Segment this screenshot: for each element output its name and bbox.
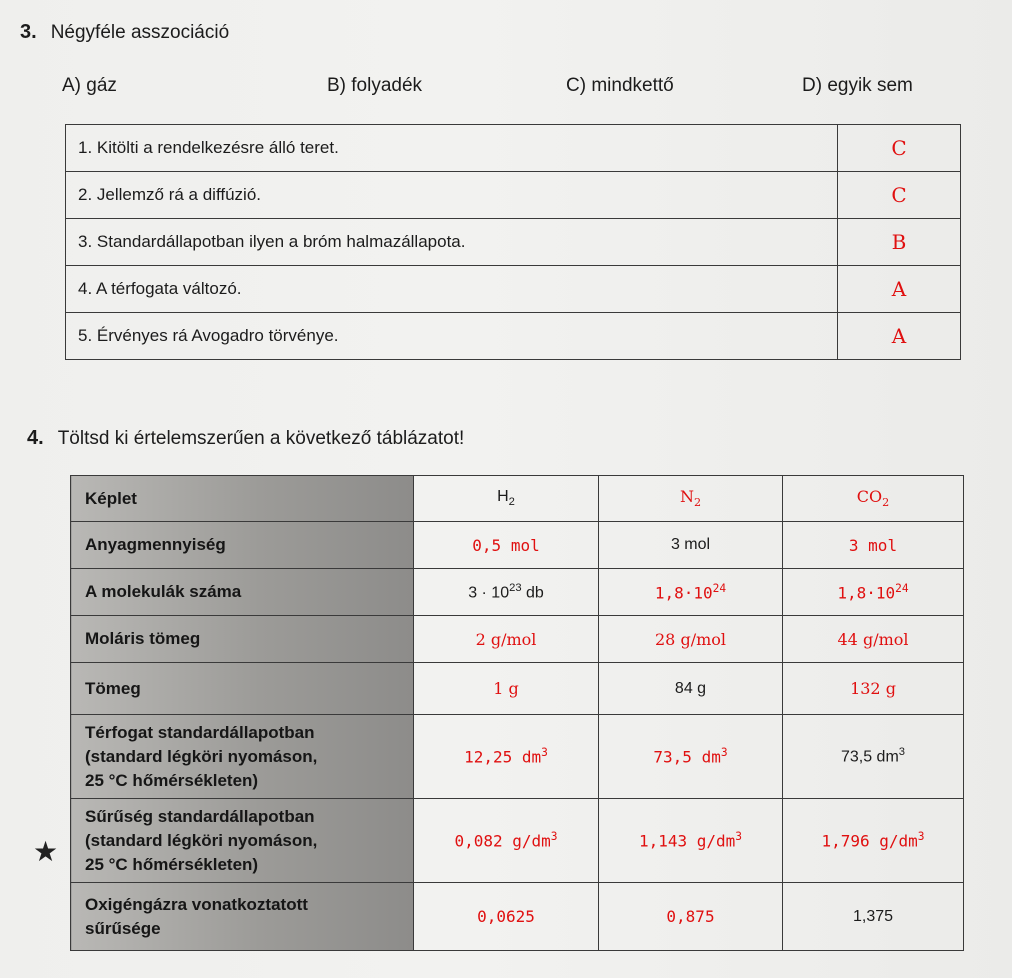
volume-co2: 73,5 $dm^3$ — [783, 715, 964, 799]
table-row — [71, 569, 964, 616]
header-n2[interactable]: $N_2$ — [599, 476, 783, 522]
row-label-relative-density: Oxigéngázra vonatkoztatott sűrűsége — [71, 883, 414, 951]
row-label-density: Sűrűség standardállapotban (standard légköri nyomáson, 25 °C hőmérsékleten) — [71, 799, 414, 883]
gas-properties-table — [70, 475, 964, 951]
option-d: D) egyik sem — [802, 75, 913, 96]
table-row — [66, 313, 961, 360]
row-label-amount: Anyagmennyiség — [71, 522, 414, 569]
molar-mass-n2[interactable]: 28 g/mol — [599, 616, 783, 663]
amount-n2: 3 mol — [599, 522, 783, 569]
section-4-heading — [27, 427, 464, 450]
statement-2: 2. Jellemző rá a diffúzió. — [66, 172, 838, 219]
volume-h2[interactable]: 12,25 $dm^3$ — [414, 715, 599, 799]
row-label-molecules: A molekulák száma — [71, 569, 414, 616]
section-3-heading — [20, 21, 229, 44]
table-row — [71, 883, 964, 951]
answer-1[interactable]: C — [838, 125, 961, 172]
star-icon: ★ — [33, 836, 59, 867]
header-co2[interactable]: $CO_2$ — [783, 476, 964, 522]
section-4-title: Töltsd ki értelemszerűen a következő táblázatot! — [57, 428, 465, 449]
amount-co2[interactable]: 3 mol — [783, 522, 964, 569]
statement-5: 5. Érvényes rá Avogadro törvénye. — [66, 313, 838, 360]
molecules-co2[interactable]: $1,8\cdot 10^{24}$ — [783, 569, 964, 616]
section-3-title: Négyféle asszociáció — [50, 22, 230, 43]
molecules-n2[interactable]: $1,8\cdot 10^{24}$ — [599, 569, 783, 616]
amount-h2[interactable]: 0,5 mol — [414, 522, 599, 569]
statement-4: 4. A térfogata változó. — [66, 266, 838, 313]
statement-3: 3. Standardállapotban ilyen a bróm halmazállapota. — [66, 219, 838, 266]
table-row — [71, 522, 964, 569]
section-3-number: 3. — [20, 21, 37, 43]
header-h2: $H_2$ — [414, 476, 599, 522]
relative-density-co2: 1,375 — [783, 883, 964, 951]
molar-mass-co2[interactable]: 44 g/mol — [783, 616, 964, 663]
header-label: Képlet — [71, 476, 414, 522]
row-label-mass: Tömeg — [71, 663, 414, 715]
relative-density-h2[interactable]: 0,0625 — [414, 883, 599, 951]
molecules-h2: $3 \cdot 10^{23}$ db — [414, 569, 599, 616]
mass-co2[interactable]: 132 g — [783, 663, 964, 715]
answer-2[interactable]: C — [838, 172, 961, 219]
row-label-molar-mass: Moláris tömeg — [71, 616, 414, 663]
option-b: B) folyadék — [327, 75, 423, 96]
table-row — [71, 663, 964, 715]
molar-mass-h2[interactable]: 2 g/mol — [414, 616, 599, 663]
mass-n2: 84 g — [599, 663, 783, 715]
statement-1: 1. Kitölti a rendelkezésre álló teret. — [66, 125, 838, 172]
option-a: A) gáz — [62, 75, 117, 96]
table-row — [71, 799, 964, 883]
density-n2[interactable]: 1,143 $g/dm^3$ — [599, 799, 783, 883]
answer-4[interactable]: A — [838, 266, 961, 313]
table-row — [71, 715, 964, 799]
table-row — [71, 616, 964, 663]
row-label-volume: Térfogat standardállapotban (standard légköri nyomáson, 25 °C hőmérsékleten) — [71, 715, 414, 799]
table-row — [66, 266, 961, 313]
answer-5[interactable]: A — [838, 313, 961, 360]
table-row — [66, 172, 961, 219]
density-h2[interactable]: 0,082 $g/dm^3$ — [414, 799, 599, 883]
section-4-number: 4. — [27, 427, 44, 449]
answer-3[interactable]: B — [838, 219, 961, 266]
volume-n2[interactable]: 73,5 $dm^3$ — [599, 715, 783, 799]
table-row — [71, 476, 964, 522]
mass-h2[interactable]: 1 g — [414, 663, 599, 715]
association-table — [65, 124, 961, 360]
option-c: C) mindkettő — [566, 75, 674, 96]
table-row — [66, 219, 961, 266]
table-row — [66, 125, 961, 172]
density-co2[interactable]: 1,796 $g/dm^3$ — [783, 799, 964, 883]
relative-density-n2[interactable]: 0,875 — [599, 883, 783, 951]
